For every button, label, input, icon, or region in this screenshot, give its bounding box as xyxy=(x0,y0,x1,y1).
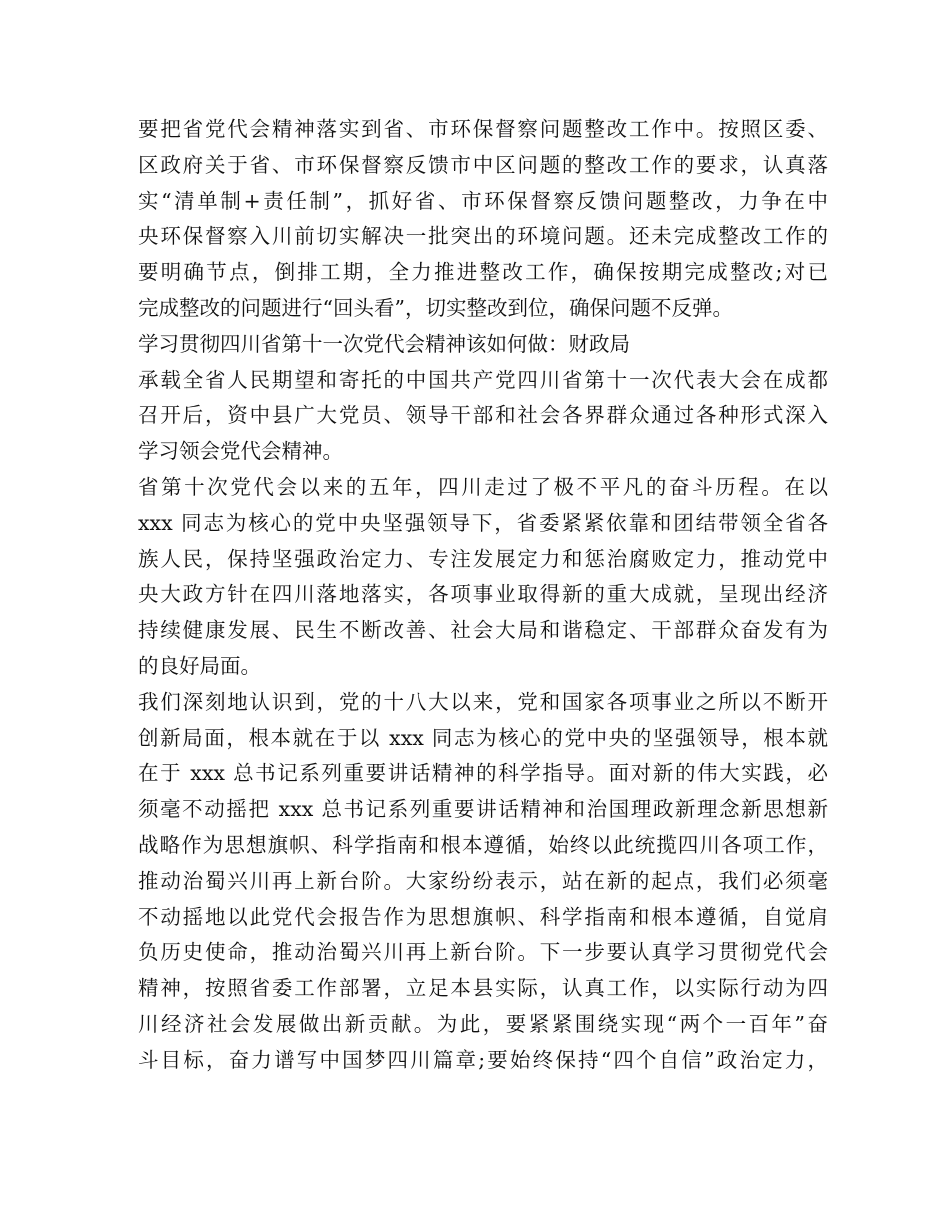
text-line: 族人民，保持坚强政治定力、专注发展定力和惩治腐败定力，推动党中 xyxy=(138,546,828,571)
text-line: 学习贯彻四川省第十一次党代会精神该如何做：财政局 xyxy=(138,331,630,356)
text-line: 完成整改的问题进行“回头看”，切实整改到位，确保问题不反弹。 xyxy=(138,295,733,320)
text-line: 召开后，资中县广大党员、领导干部和社会各界群众通过各种形式深入 xyxy=(138,403,828,428)
text-line: 精神，按照省委工作部署，立足本县实际，认真工作，以实际行动为四 xyxy=(138,976,828,1001)
text-line: 承载全省人民期望和寄托的中国共产党四川省第十一次代表大会在成都 xyxy=(138,367,828,392)
text-line: 不动摇地以此党代会报告作为思想旗帜、科学指南和根本遵循，自觉肩 xyxy=(138,904,828,929)
text-line: 川经济社会发展做出新贡献。为此，要紧紧围绕实现“两个一百年”奋 xyxy=(138,1011,828,1036)
text-line: 负历史使命，推动治蜀兴川再上新台阶。下一步要认真学习贯彻党代会 xyxy=(138,940,828,965)
text-line: 我们深刻地认识到，党的十八大以来，党和国家各项事业之所以不断开 xyxy=(138,689,828,714)
text-line: 央大政方针在四川落地落实，各项事业取得新的重大成就，呈现出经济 xyxy=(138,582,828,607)
text-line: 的良好局面。 xyxy=(138,653,261,678)
text-line: 区政府关于省、市环保督察反馈市中区问题的整改工作的要求，认真落 xyxy=(138,152,828,177)
text-line: 须毫不动摇把 xxx 总书记系列重要讲话精神和治国理政新理念新思想新 xyxy=(138,797,828,822)
text-line: 战略作为思想旗帜、科学指南和根本遵循，始终以此统揽四川各项工作， xyxy=(138,832,828,857)
text-line: xxx 同志为核心的党中央坚强领导下，省委紧紧依靠和团结带领全省各 xyxy=(138,510,828,535)
text-line: 要明确节点，倒排工期，全力推进整改工作，确保按期完成整改;对已 xyxy=(138,260,828,285)
text-line: 学习领会党代会精神。 xyxy=(138,439,343,464)
document-body xyxy=(138,112,828,1079)
text-line: 创新局面，根本就在于以 xxx 同志为核心的党中央的坚强领导，根本就 xyxy=(138,725,828,750)
text-line: 推动治蜀兴川再上新台阶。大家纷纷表示，站在新的起点，我们必须毫 xyxy=(138,868,828,893)
text-line: 持续健康发展、民生不断改善、社会大局和谐稳定、干部群众奋发有为 xyxy=(138,618,828,643)
text-line: 实“清单制+责任制”，抓好省、市环保督察反馈问题整改，力争在中 xyxy=(138,188,828,213)
text-line: 在于 xxx 总书记系列重要讲话精神的科学指导。面对新的伟大实践，必 xyxy=(138,761,828,786)
text-line: 省第十次党代会以来的五年，四川走过了极不平凡的奋斗历程。在以 xyxy=(138,474,828,499)
text-line: 斗目标，奋力谱写中国梦四川篇章;要始终保持“四个自信”政治定力， xyxy=(138,1047,828,1072)
text-line: 央环保督察入川前切实解决一批突出的环境问题。还未完成整改工作的 xyxy=(138,224,828,249)
text-line: 要把省党代会精神落实到省、市环保督察问题整改工作中。按照区委、 xyxy=(138,117,828,141)
